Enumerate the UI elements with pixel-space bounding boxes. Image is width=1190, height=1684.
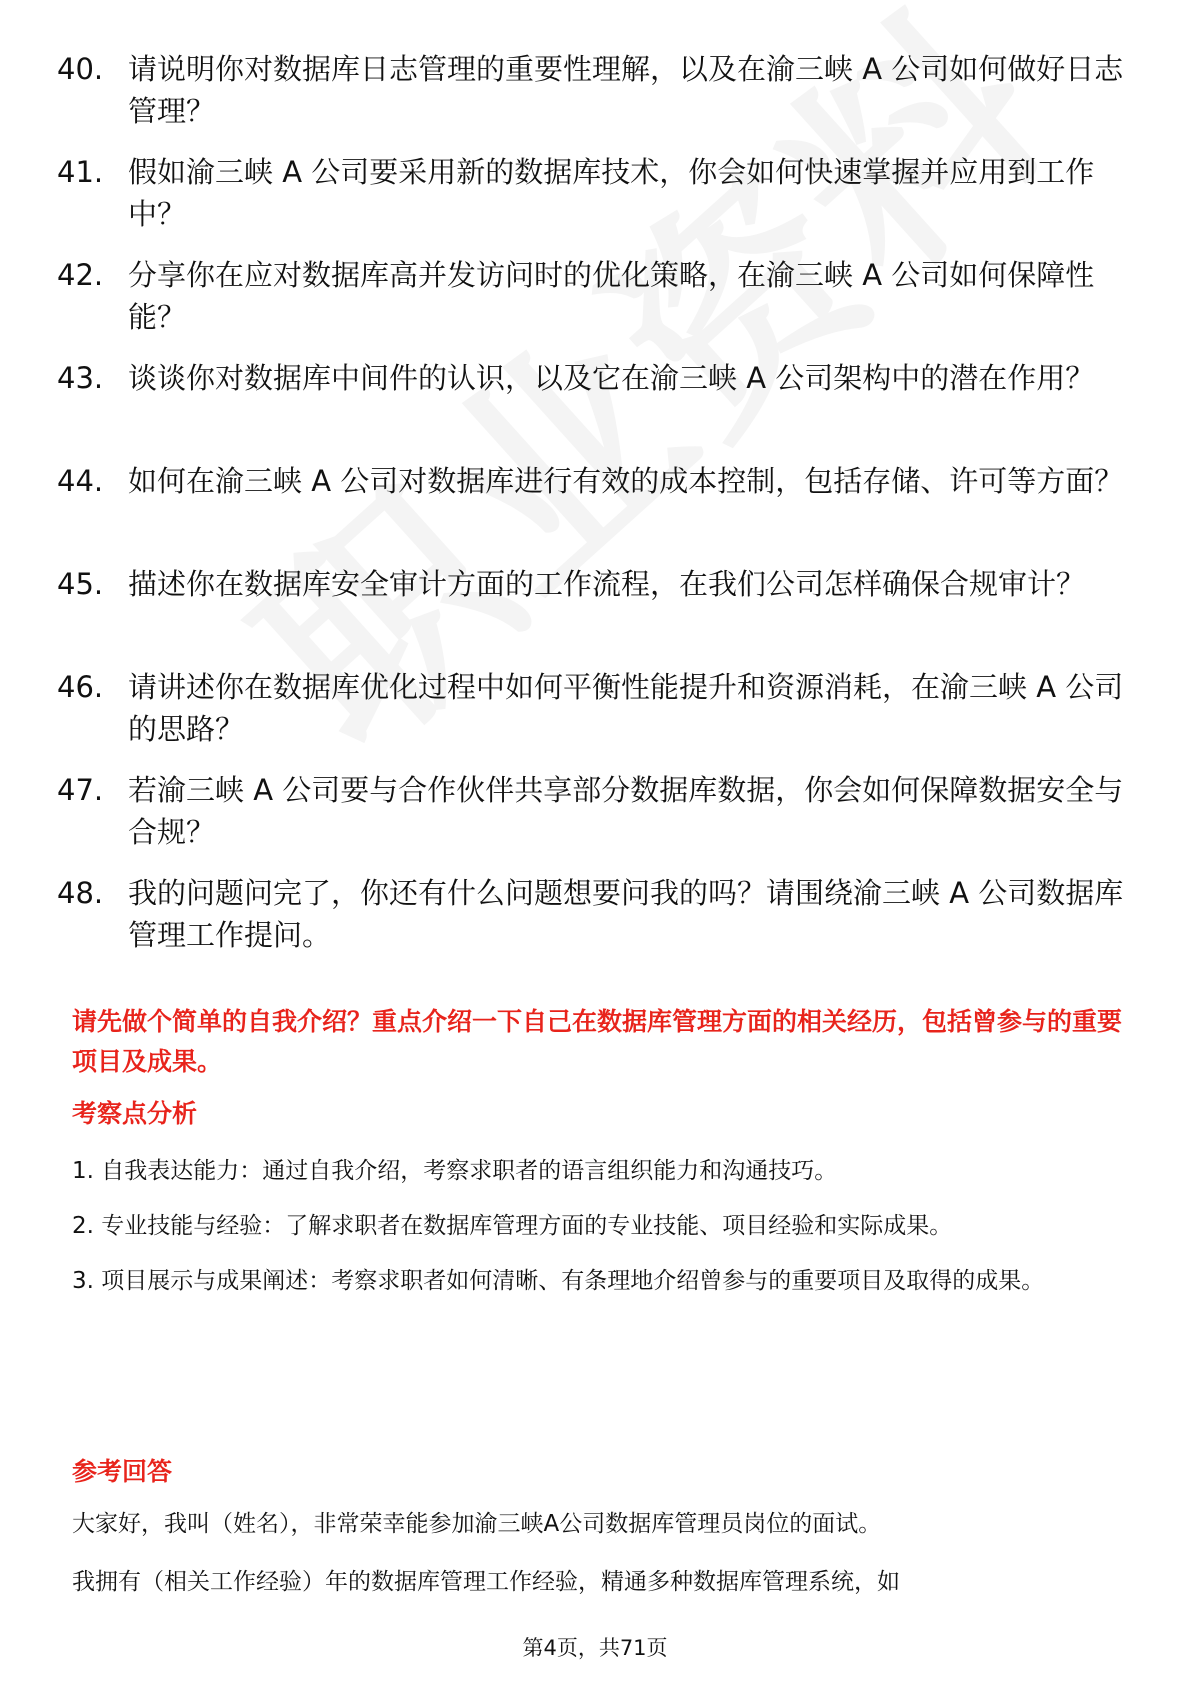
question-text: 谈谈你对数据库中间件的认识，以及它在渝三峡 A 公司架构中的潜在作用？	[128, 361, 1095, 395]
question-number: 41.	[57, 155, 104, 189]
question-number: 46.	[57, 670, 104, 704]
question-number: 44.	[57, 464, 104, 498]
question-item	[0, 563, 1190, 666]
question-item	[0, 48, 1190, 151]
analysis-heading: 考察点分析	[72, 1099, 198, 1128]
question-text: 请讲述你在数据库优化过程中如何平衡性能提升和资源消耗，在渝三峡 A 公司的思路？	[128, 670, 1124, 746]
analysis-point: 1. 自我表达能力：通过自我介绍，考察求职者的语言组织能力和沟通技巧。	[72, 1158, 838, 1184]
question-text: 分享你在应对数据库高并发访问时的优化策略，在渝三峡 A 公司如何保障性能？	[128, 258, 1095, 334]
featured-question: 请先做个简单的自我介绍？重点介绍一下自己在数据库管理方面的相关经历，包括曾参与的重要项目及成果。	[72, 1007, 1123, 1076]
answer-paragraph: 我拥有（相关工作经验）年的数据库管理工作经验，精通多种数据库管理系统，如	[72, 1569, 900, 1595]
answer-paragraph: 大家好，我叫（姓名），非常荣幸能参加渝三峡A公司数据库管理员岗位的面试。	[72, 1511, 882, 1537]
question-item	[0, 460, 1190, 563]
reference-answer	[72, 1495, 1122, 1611]
question-item	[0, 151, 1190, 254]
question-item	[0, 769, 1190, 872]
question-number: 43.	[57, 361, 104, 395]
question-number: 47.	[57, 773, 104, 807]
question-text: 我的问题问完了，你还有什么问题想要问我的吗？请围绕渝三峡 A 公司数据库管理工作提问。	[128, 876, 1124, 952]
question-item	[0, 872, 1190, 975]
analysis-points	[72, 1144, 1122, 1309]
question-item	[0, 666, 1190, 769]
question-item	[0, 254, 1190, 357]
question-item	[0, 357, 1190, 460]
question-text: 描述你在数据库安全审计方面的工作流程，在我们公司怎样确保合规审计？	[128, 567, 1086, 601]
analysis-point: 3. 项目展示与成果阐述：考察求职者如何清晰、有条理地介绍曾参与的重要项目及取得的成果。	[72, 1268, 1045, 1294]
question-list	[0, 48, 1190, 975]
question-number: 40.	[57, 52, 104, 86]
reference-heading: 参考回答	[72, 1457, 173, 1486]
page-number: 第4页，共71页	[522, 1636, 668, 1660]
question-number: 45.	[57, 567, 104, 601]
question-number: 42.	[57, 258, 104, 292]
question-text: 假如渝三峡 A 公司要采用新的数据库技术，你会如何快速掌握并应用到工作中？	[128, 155, 1095, 231]
analysis-point: 2. 专业技能与经验：了解求职者在数据库管理方面的专业技能、项目经验和实际成果。	[72, 1213, 953, 1239]
question-text: 请说明你对数据库日志管理的重要性理解，以及在渝三峡 A 公司如何做好日志管理？	[128, 52, 1124, 128]
question-text: 若渝三峡 A 公司要与合作伙伴共享部分数据库数据，你会如何保障数据安全与合规？	[128, 773, 1124, 849]
question-number: 48.	[57, 876, 104, 910]
question-text: 如何在渝三峡 A 公司对数据库进行有效的成本控制，包括存储、许可等方面？	[128, 464, 1124, 498]
